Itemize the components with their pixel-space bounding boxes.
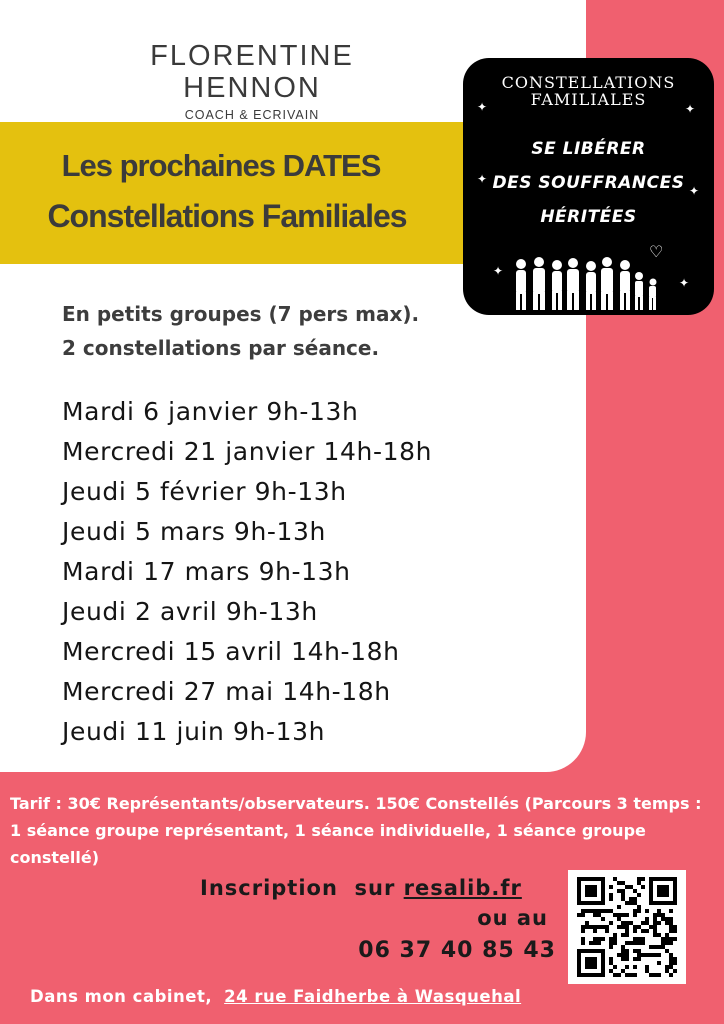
inscription-block [200, 873, 556, 966]
intro-text [62, 297, 419, 365]
brand-subtitle: COACH & ECRIVAIN [184, 108, 320, 122]
badge-main-line-3: HÉRITÉES [540, 207, 637, 227]
list-item: Mercredi 15 avril 14h-18h [62, 637, 400, 666]
resalib-link[interactable]: resalib.fr [403, 876, 522, 900]
brand-name: FLORENTINE HENNON [150, 40, 354, 104]
address-line [30, 987, 521, 1006]
address-prefix: Dans mon cabinet, [30, 987, 213, 1006]
list-item: Mardi 6 janvier 9h-13h [62, 397, 359, 426]
sparkle-icon: ✦ [493, 264, 504, 278]
list-item: Jeudi 5 février 9h-13h [62, 477, 347, 506]
qr-code-graphic [568, 870, 686, 984]
tarif-text: Tarif : 30€ Représentants/observateurs. 150€ Constellés (Parcours 3 temps : 1 séance groupe représentant, 1 séance individuelle, 1 séance groupe constellé) [10, 794, 702, 867]
badge-main-text [463, 132, 714, 234]
intro-line-2: 2 constellations par séance. [62, 336, 380, 360]
intro-line-1: En petits groupes (7 pers max). [62, 302, 420, 326]
sparkle-icon: ✦ [477, 172, 488, 186]
headline-line-1: Les prochaines DATES [61, 148, 381, 183]
badge-title-line-1: CONSTELLATIONS [501, 73, 676, 92]
list-item: Jeudi 2 avril 9h-13h [62, 597, 318, 626]
address-link[interactable]: 24 rue Faidherbe à Wasquehal [224, 987, 522, 1006]
constellations-badge [463, 58, 714, 315]
list-item: Mardi 17 mars 9h-13h [62, 557, 351, 586]
sparkle-icon: ✦ [679, 276, 690, 290]
list-item: Jeudi 11 juin 9h-13h [62, 717, 326, 746]
heart-icon: ♡ [649, 242, 664, 261]
badge-title-line-2: FAMILIALES [530, 90, 647, 109]
qr-code-icon[interactable] [568, 870, 686, 984]
badge-main-line-2: DES SOUFFRANCES [492, 173, 685, 193]
inscription-row [200, 873, 556, 903]
sparkle-icon: ✦ [689, 184, 700, 198]
dates-list [62, 392, 432, 752]
inscription-or: ou au [477, 906, 548, 930]
sparkle-icon: ✦ [685, 102, 696, 116]
list-item: Jeudi 5 mars 9h-13h [62, 517, 326, 546]
list-item: Mercredi 21 janvier 14h-18h [62, 437, 433, 466]
inscription-prefix: Inscription sur [200, 876, 404, 900]
badge-title [463, 74, 714, 108]
badge-main-line-1: SE LIBÉRER [531, 139, 646, 159]
headline-line-2: Constellations Familiales [47, 198, 407, 234]
family-group-icon [511, 254, 671, 312]
list-item: Mercredi 27 mai 14h-18h [62, 677, 391, 706]
brand-block [107, 40, 397, 122]
phone-number[interactable]: 06 37 40 85 43 [358, 938, 556, 963]
headline-band [0, 122, 470, 264]
sparkle-icon: ✦ [477, 100, 488, 114]
